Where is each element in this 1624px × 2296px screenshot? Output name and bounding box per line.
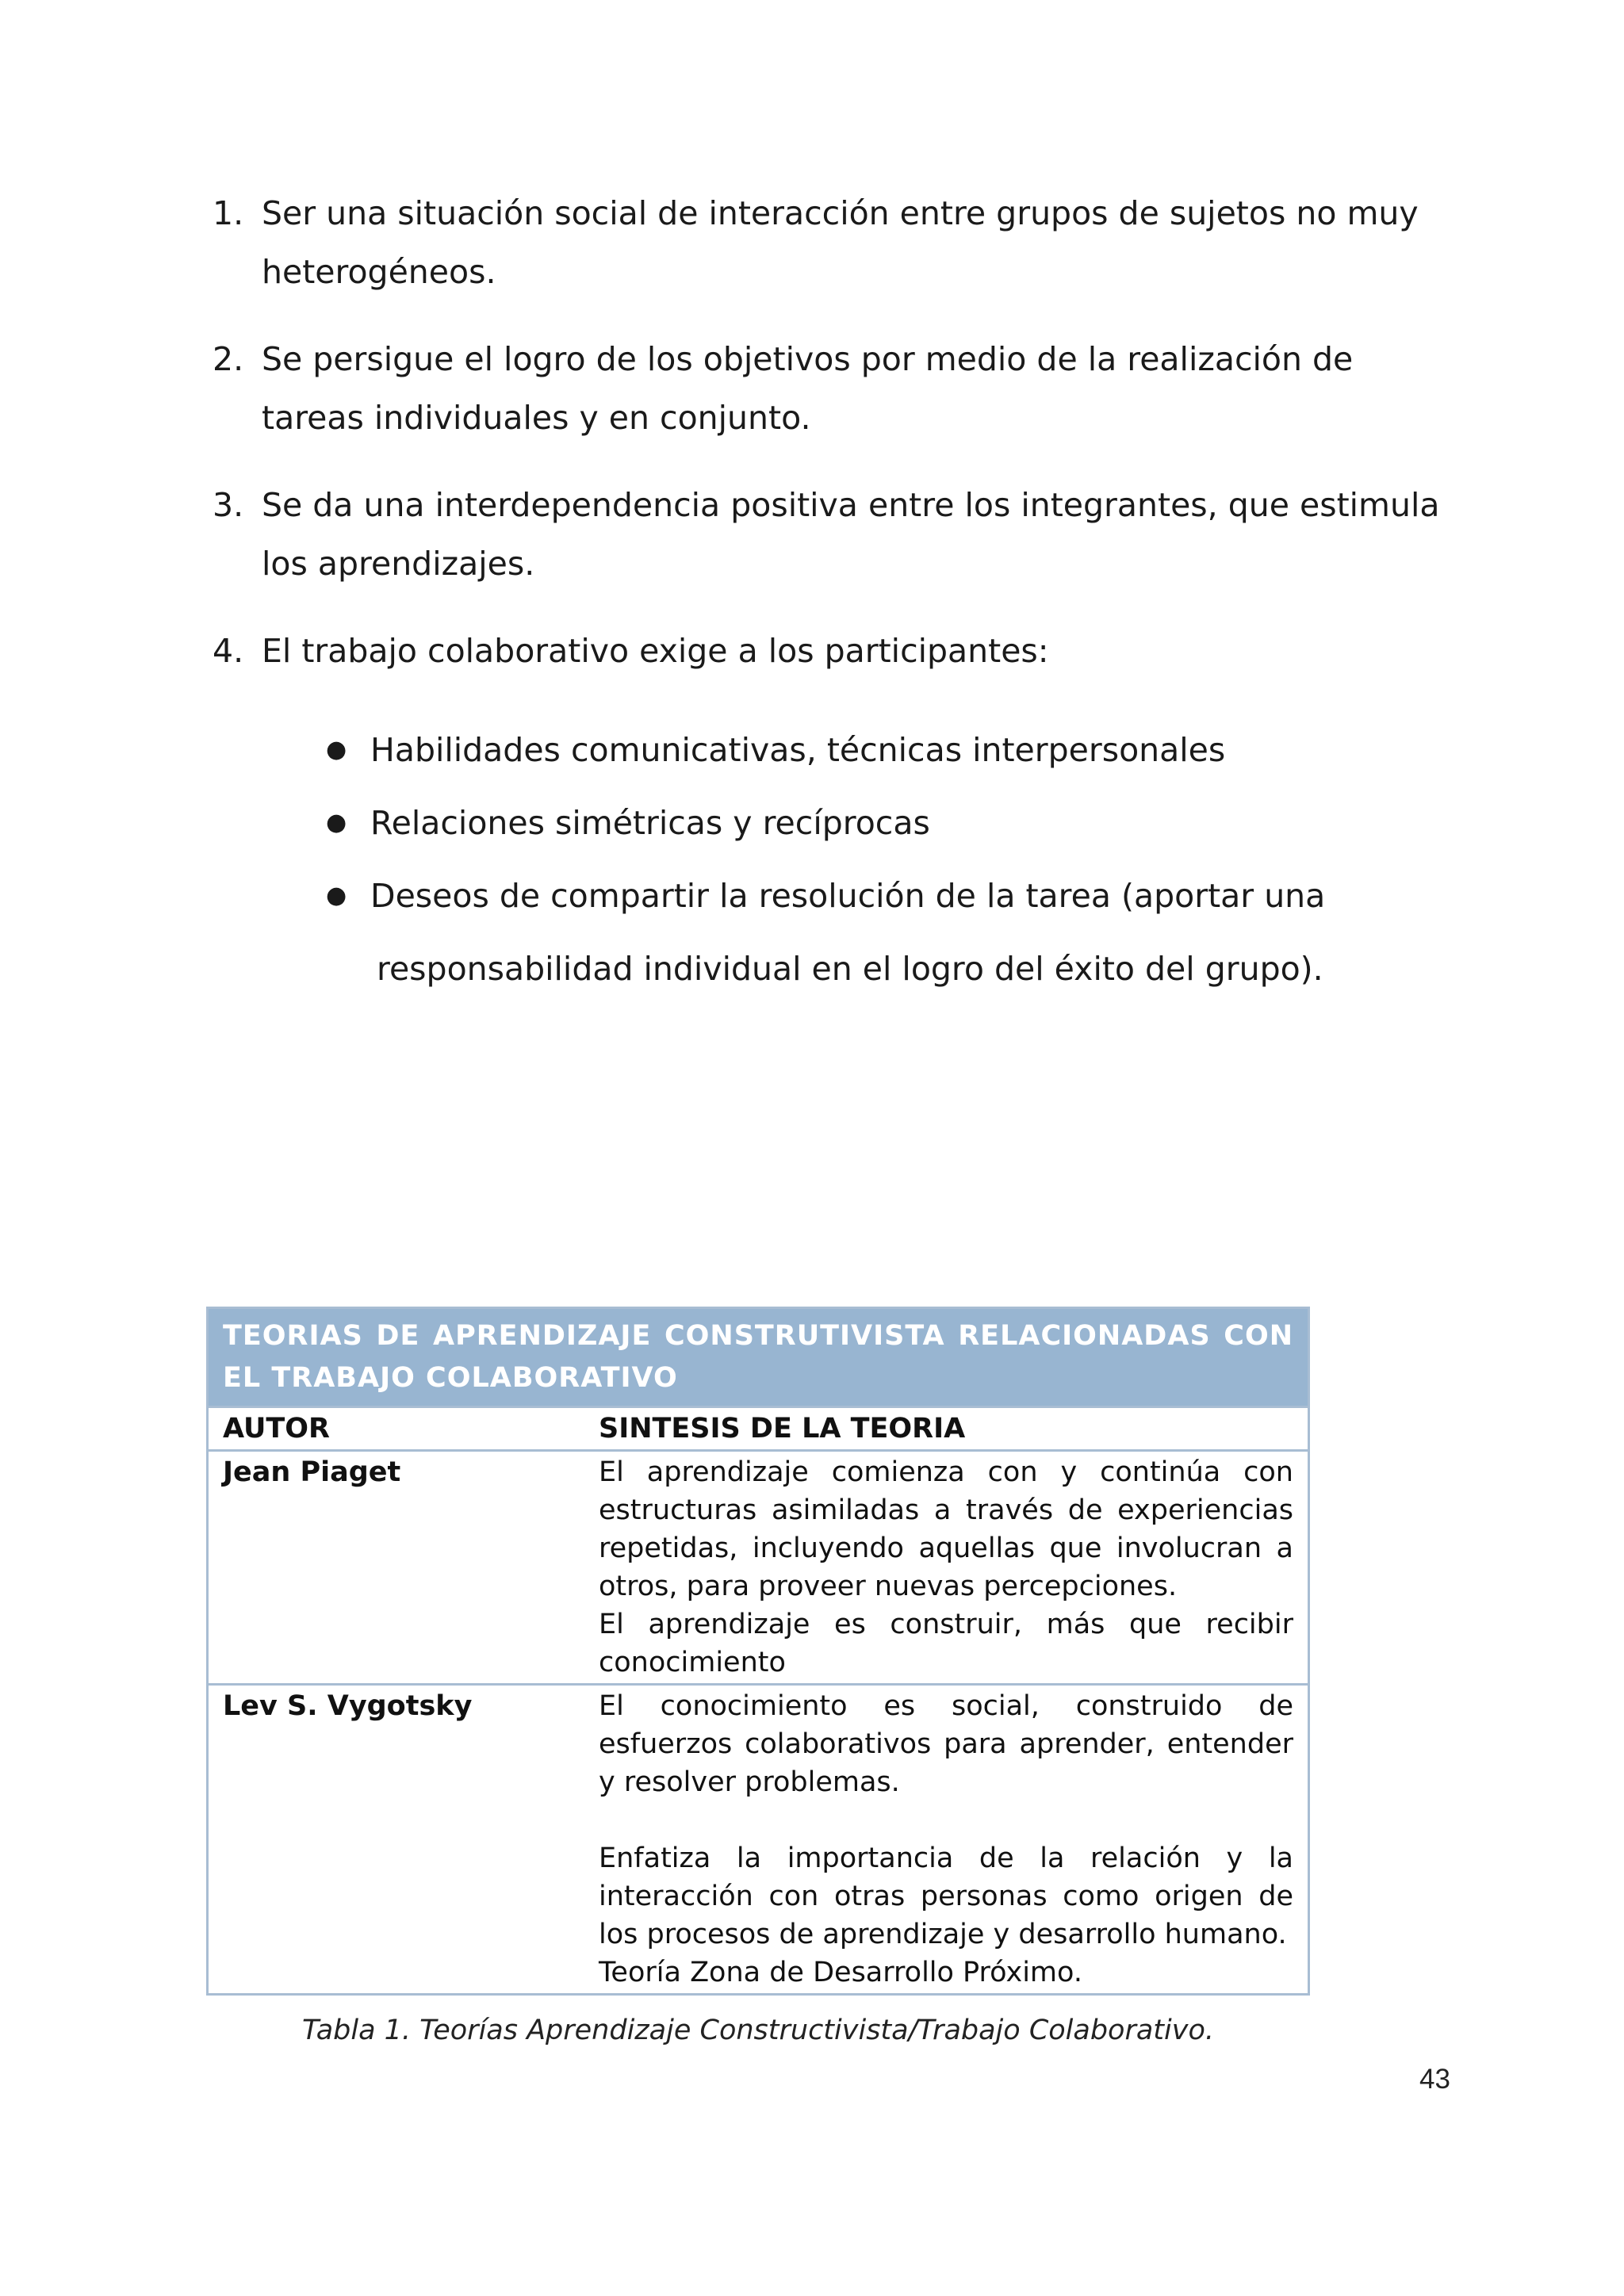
table-caption: Tabla 1. Teorías Aprendizaje Constructivista/Trabajo Colaborativo. xyxy=(301,2015,1215,2046)
numbered-list xyxy=(213,184,1465,709)
table-row xyxy=(209,1683,1308,1993)
author-cell: Lev S. Vygotsky xyxy=(223,1690,473,1722)
list-item xyxy=(213,184,1465,301)
table-header-row xyxy=(209,1406,1308,1449)
paragraph-spacer xyxy=(599,1801,1293,1839)
synthesis-cell xyxy=(588,1686,1308,1993)
bullet-list xyxy=(321,714,1471,1005)
list-number: 3. xyxy=(213,486,244,524)
list-item xyxy=(213,622,1465,680)
list-number: 1. xyxy=(213,194,244,232)
list-number: 4. xyxy=(213,632,244,670)
bullet-text: Habilidades comunicativas, técnicas interpersonales xyxy=(370,731,1226,769)
column-header-author: AUTOR xyxy=(223,1413,331,1445)
list-item-text: Se persigue el logro de los objetivos por medio de la realización de tareas individuales y en conjunto. xyxy=(262,340,1354,437)
list-item-text: Ser una situación social de interacción entre grupos de sujetos no muy heterogéneos. xyxy=(262,194,1419,291)
bullet-text: Deseos de compartir la resolución de la tarea (aportar una xyxy=(370,877,1326,915)
list-item xyxy=(213,330,1465,447)
table-title: TEORIAS DE APRENDIZAJE CONSTRUTIVISTA RELACIONADAS CON EL TRABAJO COLABORATIVO xyxy=(209,1309,1308,1406)
bullet-item xyxy=(321,714,1471,786)
bullet-icon: ● xyxy=(326,809,347,836)
bullet-item xyxy=(321,859,1471,932)
synthesis-paragraph: Teoría Zona de Desarrollo Próximo. xyxy=(599,1957,1082,1988)
table-row xyxy=(209,1449,1308,1683)
page-number: 43 xyxy=(1419,2064,1450,2095)
list-number: 2. xyxy=(213,340,244,378)
synthesis-paragraph: El aprendizaje comienza con y continúa con estructuras asimiladas a través de experiencias repetidas, incluyendo aquellas que involucran a otros, para proveer nuevas percepciones. xyxy=(599,1456,1293,1602)
bullet-icon: ● xyxy=(326,736,347,763)
synthesis-paragraph: El aprendizaje es construir, más que recibir conocimiento xyxy=(599,1609,1293,1678)
list-item xyxy=(213,476,1465,593)
column-header-synthesis: SINTESIS DE LA TEORIA xyxy=(599,1413,966,1445)
synthesis-cell xyxy=(588,1452,1308,1683)
synthesis-paragraph: Enfatiza la importancia de la relación y la interacción con otras personas como origen de los procesos de aprendizaje y desarrollo humano. xyxy=(599,1843,1293,1950)
synthesis-paragraph: El conocimiento es social, construido de esfuerzos colaborativos para aprender, entender y resolver problemas. xyxy=(599,1690,1293,1798)
bullet-item xyxy=(321,786,1471,859)
bullet-text: Relaciones simétricas y recíprocas xyxy=(370,804,930,842)
list-item-text: El trabajo colaborativo exige a los participantes: xyxy=(262,632,1049,670)
theories-table xyxy=(206,1307,1310,1996)
list-item-text: Se da una interdependencia positiva entre los integrantes, que estimula los aprendizajes. xyxy=(262,486,1440,583)
author-cell: Jean Piaget xyxy=(223,1456,401,1488)
bullet-continuation: responsabilidad individual en el logro del éxito del grupo). xyxy=(377,950,1323,988)
bullet-icon: ● xyxy=(326,882,347,909)
